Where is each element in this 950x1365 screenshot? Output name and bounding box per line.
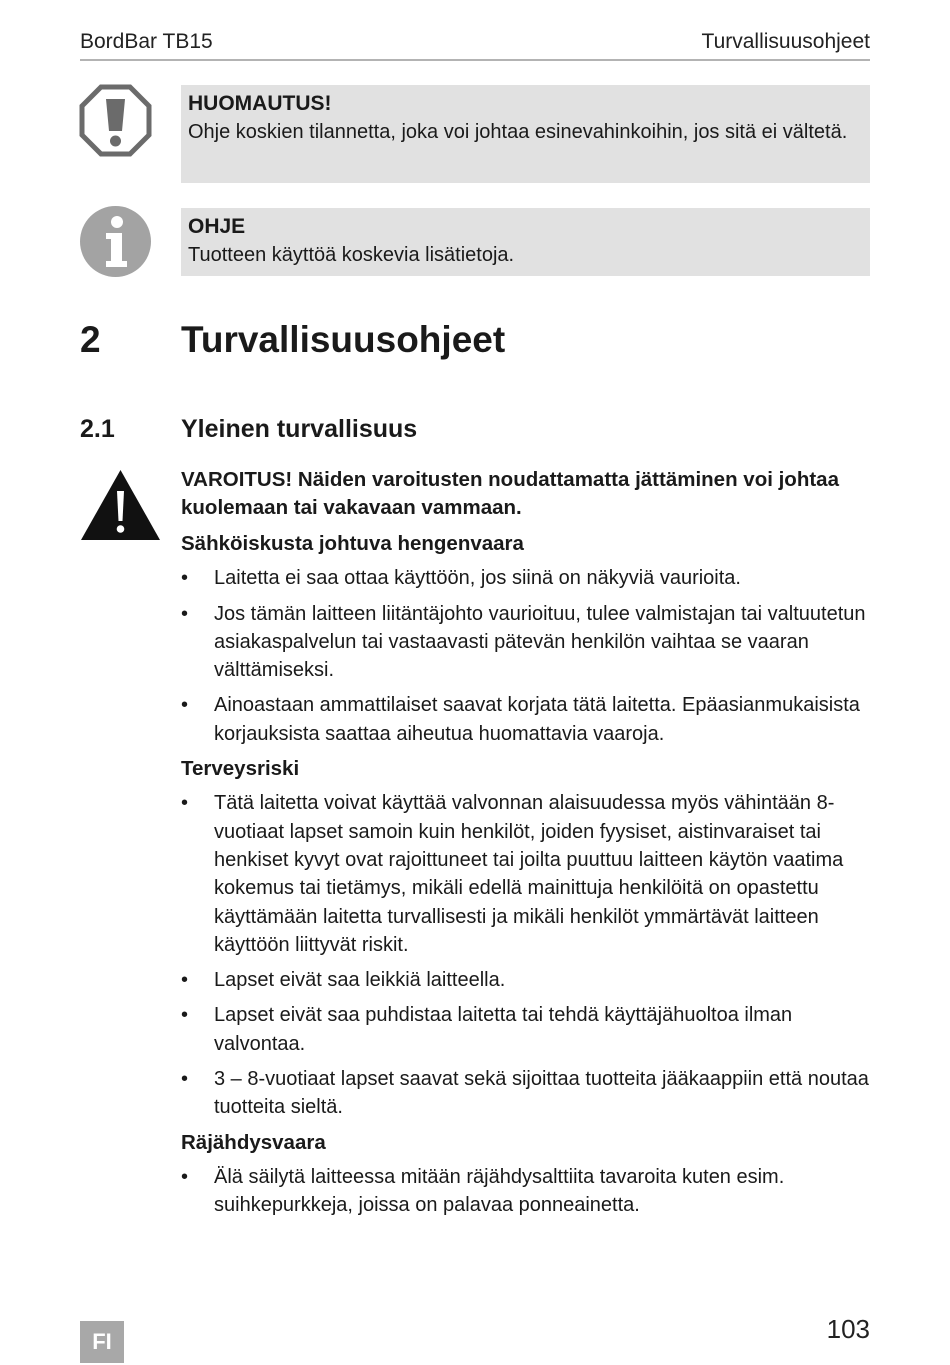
bullet-icon: • xyxy=(181,1068,189,1091)
bullet-icon: • xyxy=(181,1004,189,1027)
exclamation-octagon-icon xyxy=(79,84,152,157)
list-item-text: Lapset eivät saa puhdistaa laitetta tai tehdä käyttäjähuoltoa ilman valvontaa. xyxy=(214,1004,793,1055)
list-item xyxy=(181,789,870,959)
list-item-text: 3 – 8-vuotiaat lapset saavat sekä sijoittaa tuotteita jääkaappiin että noutaa tuotteita sieltä. xyxy=(214,1068,869,1119)
notice-title: HUOMAUTUS! xyxy=(188,92,332,115)
safety-instructions xyxy=(181,530,870,1227)
header-section-title: Turvallisuusohjeet xyxy=(701,30,870,53)
bullet-icon: • xyxy=(181,567,189,590)
list-item xyxy=(181,1001,870,1058)
header-product-name: BordBar TB15 xyxy=(80,30,213,53)
hazard-group-electric xyxy=(181,530,870,748)
list-item-text: Lapset eivät saa leikkiä laitteella. xyxy=(214,969,506,992)
notice-title: OHJE xyxy=(188,215,246,238)
notice-box-info xyxy=(181,208,870,276)
bullet-list xyxy=(181,789,870,1121)
bullet-icon: • xyxy=(181,969,189,992)
list-item-text: Ainoastaan ammattilaiset saavat korjata tätä laitetta. Epäasianmukaisista korjauksista saattaa aiheutua huomattavia vaaroja. xyxy=(214,694,860,745)
warning-triangle-icon xyxy=(80,469,161,541)
warning-statement: VAROITUS! Näiden varoitusten noudattamatta jättäminen voi johtaa kuolemaan tai vakavaan vammaan. xyxy=(181,468,839,519)
chapter-number: 2 xyxy=(80,319,101,360)
bullet-icon: • xyxy=(181,694,189,717)
list-item xyxy=(181,966,870,994)
hazard-heading: Sähköiskusta johtuva hengenvaara xyxy=(181,532,524,555)
notice-text: Tuotteen käyttöä koskevia lisätietoja. xyxy=(188,244,515,266)
hazard-group-explosion xyxy=(181,1129,870,1220)
list-item xyxy=(181,600,870,685)
notice-box-caution xyxy=(181,85,870,183)
hazard-heading: Räjähdysvaara xyxy=(181,1130,326,1154)
page-number: 103 xyxy=(826,1314,870,1344)
list-item-text: Laitetta ei saa ottaa käyttöön, jos siinä on näkyviä vaurioita. xyxy=(214,567,741,590)
hazard-group-health xyxy=(181,755,870,1122)
bullet-list xyxy=(181,564,870,748)
chapter-title: Turvallisuusohjeet xyxy=(181,319,506,360)
info-circle-icon xyxy=(80,206,151,277)
hazard-heading: Terveysriski xyxy=(181,757,300,781)
section-title: Yleinen turvallisuus xyxy=(181,415,418,443)
list-item xyxy=(181,564,870,592)
bullet-icon: • xyxy=(181,602,189,625)
bullet-icon: • xyxy=(181,1165,189,1188)
list-item xyxy=(181,1065,870,1122)
list-item-text: Älä säilytä laitteessa mitään räjähdysalttiita tavaroita kuten esim. suihkepurkkeja, joissa on palavaa ponneainetta. xyxy=(214,1165,785,1217)
language-badge: FI xyxy=(80,1321,124,1363)
list-item xyxy=(181,691,870,748)
bullet-icon: • xyxy=(181,792,189,815)
header-divider xyxy=(80,59,870,61)
section-number: 2.1 xyxy=(80,415,115,443)
notice-text: Ohje koskien tilannetta, joka voi johtaa esinevahinkoihin, jos sitä ei vältetä. xyxy=(188,121,848,143)
list-item-text: Tätä laitetta voivat käyttää valvonnan alaisuudessa myös vähintään 8-vuotiaat lapset samoin kuin henkilöt, joiden fyysiset, aistinvaraiset tai henkiset kyvyt ovat rajoittuneet tai joilta puuttuu laitteen käytön vaatima kokemus tai tietämys, mikäli edellä mainittuja henkilöitä on opastettu käyttämään laitetta turvallisesti ja mikäli henkilöt ymmärtävät laitteen käyttöön liittyvät riskit. xyxy=(214,792,844,956)
list-item-text: Jos tämän laitteen liitäntäjohto vaurioituu, tulee valmistajan tai valtuutetun asiakaspalvelun tai vastaavasti pätevän henkilön vaihtaa se vaaran välttämiseksi. xyxy=(214,602,866,682)
list-item xyxy=(181,1163,870,1220)
bullet-list xyxy=(181,1163,870,1220)
